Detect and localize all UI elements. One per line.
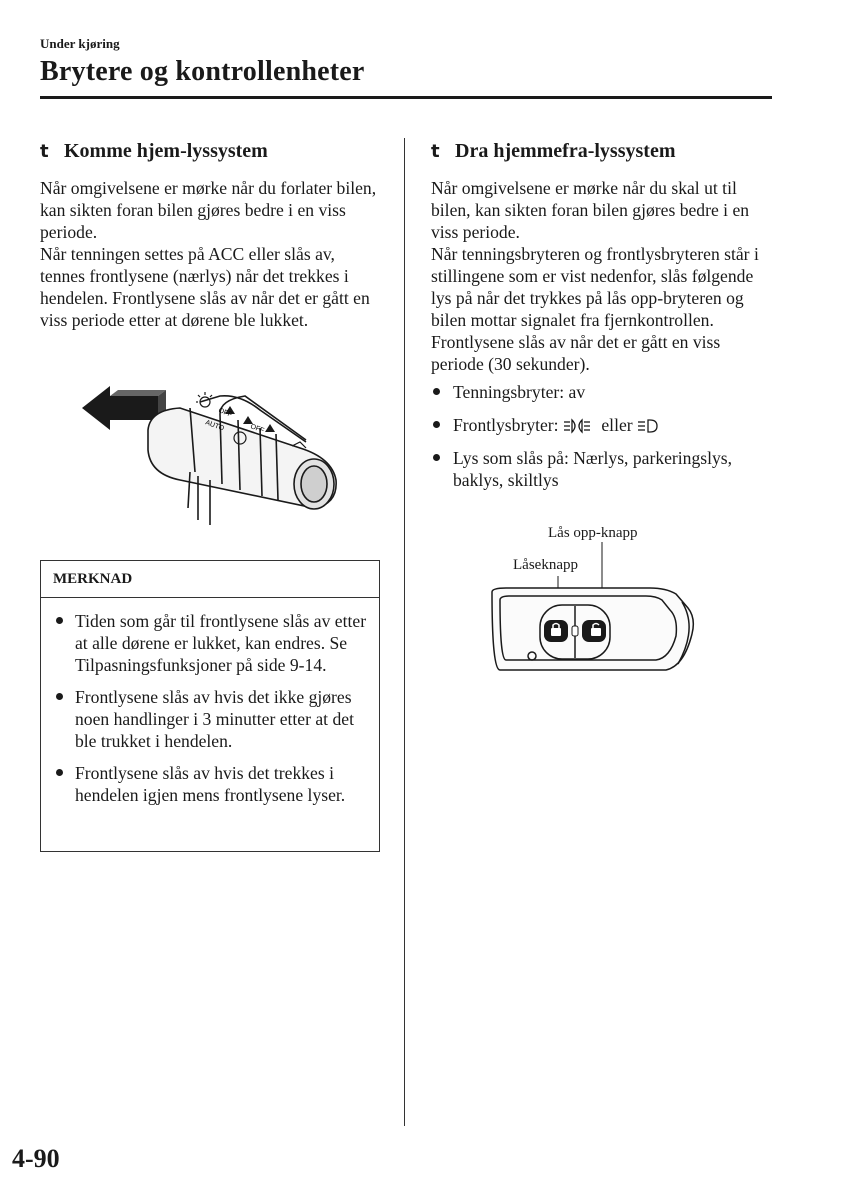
unlock-button-label: Lås opp-knapp [548, 525, 638, 541]
lever-label-off-mid: OFF [249, 423, 265, 435]
bullet-text: Lys som slås på: Nærlys, parkeringslys, baklys, skiltlys [453, 448, 733, 490]
lever-label-auto: AUTO [204, 419, 225, 433]
bullet-dot [433, 388, 440, 395]
left-heading-text: Komme hjem-lyssystem [64, 140, 268, 162]
bullet-dot [56, 617, 63, 624]
note-item [53, 686, 367, 752]
bullet-dot [56, 693, 63, 700]
key-fob-illustration [486, 518, 726, 678]
bullet-item [431, 414, 776, 436]
bullet-dot [56, 769, 63, 776]
note-box [40, 560, 380, 852]
parking-lights-icon [563, 418, 597, 434]
low-beam-icon [637, 418, 659, 434]
note-item-text: Frontlysene slås av hvis det ikke gjøres noen handlinger i 3 minutter etter at det ble trukket i hendelen. [75, 687, 354, 751]
right-heading-text: Dra hjemmefra-lyssystem [455, 140, 676, 162]
note-title: MERKNAD [41, 561, 379, 598]
right-bullet-list [431, 381, 776, 491]
bullet-item [431, 381, 776, 403]
bullet-dot [433, 421, 440, 428]
note-item [53, 762, 367, 806]
section-label: Under kjøring [40, 36, 120, 51]
bullet-text-prefix: Frontlysbryter: [453, 415, 559, 435]
lock-button[interactable] [544, 620, 568, 642]
note-list [41, 598, 379, 806]
unlock-button[interactable] [582, 620, 606, 642]
heading-mark: t [40, 141, 49, 162]
bullet-item [431, 447, 776, 491]
right-paragraph-2: Når tenningsbryteren og frontlysbryteren står i stillingene som er vist nedenfor, slås følgende lys på når det trykkes på lås opp-bryteren og bilen mottar signalet fra fjernkontrollen. Frontlysene slås av når det er gått en viss periode (30 sekunder). [431, 244, 759, 374]
left-column [40, 140, 380, 331]
headlight-lever-illustration [70, 380, 350, 540]
lever-label-off-top: OFF [217, 407, 233, 419]
left-heading [40, 140, 380, 163]
page-title: Brytere og kontrollenheter [40, 56, 365, 87]
note-item [53, 610, 367, 676]
bullet-dot [433, 454, 440, 461]
page-number: 4-90 [12, 1144, 60, 1173]
column-divider [404, 138, 405, 1126]
bullet-text-mid: eller [601, 415, 633, 435]
title-rule [40, 96, 772, 99]
right-paragraph-1: Når omgivelsene er mørke når du skal ut til bilen, kan sikten foran bilen gjøres bedre i en viss periode. [431, 178, 750, 242]
bullet-text: Tenningsbryter: av [453, 382, 586, 402]
left-paragraph-1: Når omgivelsene er mørke når du forlater bilen, kan sikten foran bilen gjøres bedre i en viss periode. [40, 178, 377, 242]
right-heading [431, 140, 776, 163]
note-item-text: Frontlysene slås av hvis det trekkes i hendelen igjen mens frontlysene lyser. [75, 763, 346, 805]
heading-mark: t [431, 141, 440, 162]
left-paragraph-2: Når tenningen settes på ACC eller slås av, tennes frontlysene (nærlys) når det trekkes i hendelen. Frontlysene slås av når det er gått en viss periode etter at dørene ble lukket. [40, 244, 370, 330]
lock-button-label: Låseknapp [513, 557, 578, 573]
right-column [431, 140, 776, 502]
note-item-text: Tiden som går til frontlysene slås av etter at alle dørene er lukket, kan endres. Se Tilpasningsfunksjoner på side 9-14. [75, 611, 367, 675]
